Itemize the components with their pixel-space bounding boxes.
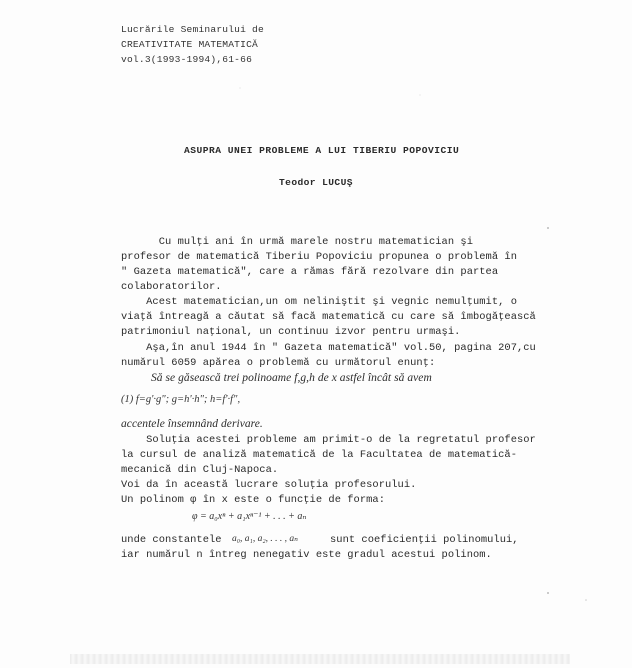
body-line: iar numărul n întreg nenegativ este gradul acestui polinom. — [121, 549, 492, 561]
body-line: Voi da în această lucrare soluţia profesorului. — [121, 479, 417, 491]
journal-subtitle: CREATIVITATE MATEMATICĂ — [121, 39, 259, 50]
body-line: Cu mulţi ani în urmă marele nostru matematician şi — [121, 236, 473, 248]
body-line: la cursul de analiză matematică de la Facultatea de matematică- — [121, 449, 517, 461]
body-line: unde constantele — [121, 534, 222, 546]
equation-2: φ = a₀xⁿ + a₁xⁿ⁻¹ + . . . + aₙ — [192, 511, 307, 522]
body-line: numărul 6059 apărea o problemă cu următorul enunţ: — [121, 357, 436, 369]
problem-statement: Să se găsească trei polinoame f,g,h de x astfel încât să avem — [151, 372, 432, 384]
journal-name: Lucrările Seminarului de — [121, 24, 264, 35]
body-line: colaboratorilor. — [121, 281, 222, 293]
scan-edge-noise — [70, 654, 570, 664]
body-line: accentele însemnând derivare. — [121, 418, 263, 430]
coefficient-list: a₀, a₁, a₂, . . . , aₙ — [232, 534, 299, 544]
equation-1: (1) f=g'·g"; g=h'·h"; h=f'·f", — [121, 394, 241, 405]
body-line: viaţă întreagă a căutat să facă matematică cu care să îmbogăţească — [121, 311, 536, 323]
body-line: Acest matematician,un om neliniştit şi vegnic nemulţumit, o — [121, 296, 517, 308]
body-line: sunt coeficienţii polinomului, — [330, 534, 519, 546]
body-line: profesor de matematică Tiberiu Popoviciu propunea o problemă în — [121, 251, 517, 263]
body-line: Aşa,în anul 1944 în " Gazeta matematică" vol.50, pagina 207,cu — [121, 342, 536, 354]
body-line: mecanică din Cluj-Napoca. — [121, 464, 279, 476]
body-line: " Gazeta matematică", care a rămas fără rezolvare din partea — [121, 266, 499, 278]
body-line: patrimoniul naţional, un continuu izvor pentru urmaşi. — [121, 326, 461, 338]
body-line: Soluţia acestei probleme am primit-o de la regretatul profesor — [121, 434, 536, 446]
body-line: Un polinom φ în x este o funcţie de forma: — [121, 494, 385, 506]
volume-info: vol.3(1993-1994),61-66 — [121, 54, 253, 65]
paper-title: ASUPRA UNEI PROBLEME A LUI TIBERIU POPOVICIU — [184, 145, 460, 156]
paper-author: Teodor LUCUŞ — [279, 177, 353, 188]
